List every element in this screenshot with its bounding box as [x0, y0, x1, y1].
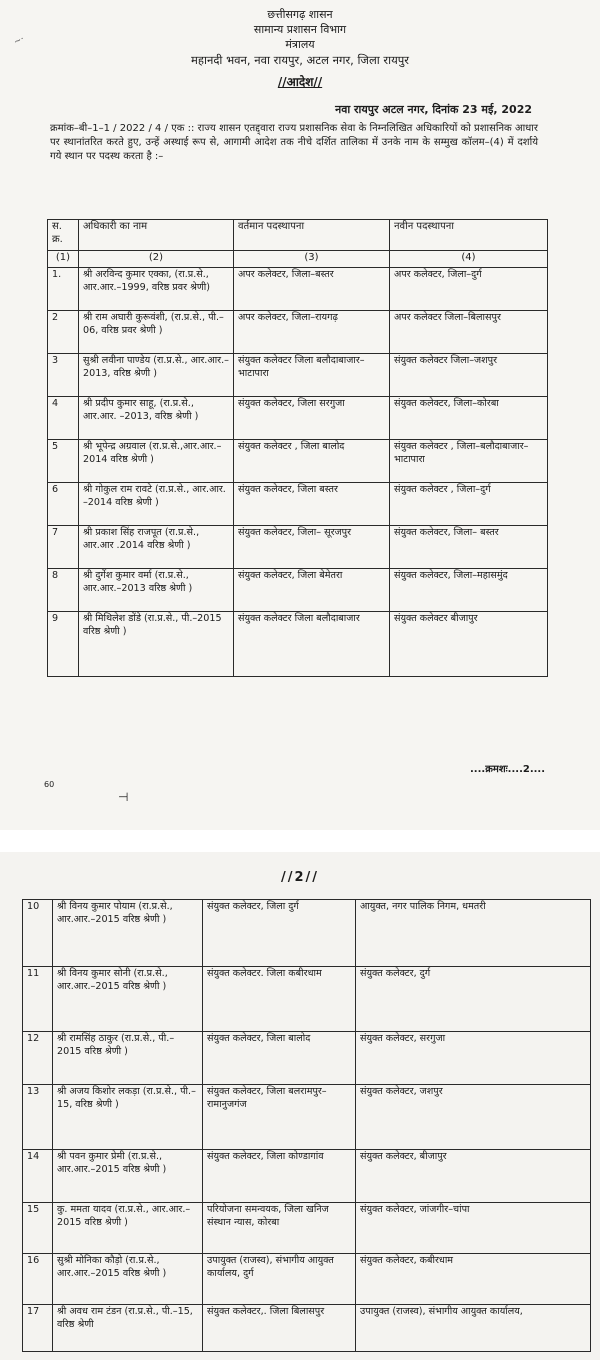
order-title [0, 73, 600, 90]
page-two-header: //2// [280, 870, 320, 885]
row-officer-name: सुश्री मोनिका कौड़ो (रा.प्र.से., आर.आर.–2015 वरिष्ठ श्रेणी ) [53, 1254, 203, 1305]
row-new-posting: अपर कलेक्टर, जिला–दुर्ग [390, 268, 548, 311]
table-row [48, 311, 548, 354]
department-name: सामान्य प्रशासन विभाग [253, 23, 347, 36]
row-officer-name: श्री विनय कुमार सोनी (रा.प्र.से., आर.आर.–2015 वरिष्ठ श्रेणी ) [53, 967, 203, 1032]
row-new-posting: उपायुक्त (राजस्व), संभागीय आयुक्त कार्यालय, [356, 1305, 591, 1352]
ministry-name: मंत्रालय [285, 38, 315, 51]
row-sno: 10 [23, 900, 53, 967]
table-row [23, 1032, 591, 1085]
pen-mark-icon: ⊣ [118, 790, 129, 804]
row-officer-name: श्री मिथिलेश डोंडे (रा.प्र.से., पी.–2015 वरिष्ठ श्रेणी ) [79, 612, 234, 677]
row-sno: 6 [48, 483, 79, 526]
row-sno: 1. [48, 268, 79, 311]
table-row [48, 612, 548, 677]
row-current-posting: अपर कलेक्टर, जिला–रायगढ़ [234, 311, 390, 354]
col-number: (3) [234, 251, 390, 268]
row-current-posting: संयुक्त कलेक्टर, जिला दुर्ग [203, 900, 356, 967]
row-officer-name: श्री प्रकाश सिंह राजपूत (रा.प्र.से., आर.आर .2014 वरिष्ठ श्रेणी ) [79, 526, 234, 569]
row-sno: 4 [48, 397, 79, 440]
row-current-posting: अपर कलेक्टर, जिला–बस्तर [234, 268, 390, 311]
table-row [23, 1305, 591, 1352]
office-address: महानदी भवन, नवा रायपुर, अटल नगर, जिला रायपुर [190, 53, 409, 67]
table-row [48, 440, 548, 483]
continued-marker: ....क्रमशः....2.... [470, 764, 546, 775]
row-new-posting: संयुक्त कलेक्टर , जिला–दुर्ग [390, 483, 548, 526]
table-row [23, 1203, 591, 1254]
row-current-posting: संयुक्त कलेक्टर, जिला बालोद [203, 1032, 356, 1085]
row-officer-name: श्री पवन कुमार प्रेमी (रा.प्र.से., आर.आर.–2015 वरिष्ठ श्रेणी ) [53, 1150, 203, 1203]
transfer-table-page2 [22, 899, 591, 1352]
row-current-posting: संयुक्त कलेक्टर, जिला– सूरजपुर [234, 526, 390, 569]
table-row [23, 900, 591, 967]
table-row [48, 397, 548, 440]
row-officer-name: श्री गोकुल राम रावटे (रा.प्र.से., आर.आर. –2014 वरिष्ठ श्रेणी ) [79, 483, 234, 526]
row-sno: 9 [48, 612, 79, 677]
table-row [48, 526, 548, 569]
row-new-posting: संयुक्त कलेक्टर, जिला– बस्तर [390, 526, 548, 569]
row-officer-name: श्री अरविन्द कुमार एक्का, (रा.प्र.से., आर.आर.–1999, वरिष्ठ प्रवर श्रेणी) [79, 268, 234, 311]
row-officer-name: सुश्री लवीना पाण्डेय (रा.प्र.से., आर.आर.–2013, वरिष्ठ श्रेणी ) [79, 354, 234, 397]
col-header-new: नवीन पदस्थापना [390, 220, 548, 251]
row-officer-name: श्री प्रदीप कुमार साहू, (रा.प्र.से., आर.आर. –2013, वरिष्ठ श्रेणी ) [79, 397, 234, 440]
row-sno: 3 [48, 354, 79, 397]
row-sno: 11 [23, 967, 53, 1032]
row-current-posting: संयुक्त कलेक्टर जिला बलौदाबाजार–भाटापारा [234, 354, 390, 397]
page-number: 60 [44, 780, 55, 789]
row-current-posting: संयुक्त कलेक्टर जिला बलौदाबाजार [234, 612, 390, 677]
row-sno: 8 [48, 569, 79, 612]
col-number: (1) [48, 251, 79, 268]
table-row [23, 1254, 591, 1305]
row-officer-name: श्री अजय किशोर लकड़ा (रा.प्र.से., पी.–15, वरिष्ठ श्रेणी ) [53, 1085, 203, 1150]
row-sno: 7 [48, 526, 79, 569]
col-header-sno: स. क्र. [48, 220, 79, 251]
row-officer-name: श्री दुर्गेश कुमार वर्मा (रा.प्र.से., आर.आर.–2013 वरिष्ठ श्रेणी ) [79, 569, 234, 612]
row-new-posting: आयुक्त, नगर पालिक निगम, धमतरी [356, 900, 591, 967]
row-sno: 13 [23, 1085, 53, 1150]
table-row [23, 967, 591, 1032]
row-current-posting: संयुक्त कलेक्टर, जिला कोण्डागांव [203, 1150, 356, 1203]
column-number-row [48, 251, 548, 268]
row-current-posting: परियोजना समन्वयक, जिला खनिज संस्थान न्यास, कोरबा [203, 1203, 356, 1254]
order-date: नवा रायपुर अटल नगर, दिनांक 23 मई, 2022 [335, 103, 532, 116]
row-current-posting: संयुक्त कलेक्टर,. जिला बिलासपुर [203, 1305, 356, 1352]
row-new-posting: अपर कलेक्टर जिला–बिलासपुर [390, 311, 548, 354]
col-header-current: वर्तमान पदस्थापना [234, 220, 390, 251]
row-officer-name: श्री भूपेन्द्र अग्रवाल (रा.प्र.से.,आर.आर.–2014 वरिष्ठ श्रेणी ) [79, 440, 234, 483]
row-sno: 2 [48, 311, 79, 354]
pen-mark-icon: ~· [12, 34, 27, 48]
row-new-posting: संयुक्त कलेक्टर, बीजापुर [356, 1150, 591, 1203]
page-gap [0, 830, 600, 852]
order-title-text: //आदेश// [277, 75, 323, 89]
table-row [48, 569, 548, 612]
row-new-posting: संयुक्त कलेक्टर, सरगुजा [356, 1032, 591, 1085]
row-new-posting: संयुक्त कलेक्टर जिला–जशपुर [390, 354, 548, 397]
row-new-posting: संयुक्त कलेक्टर, कबीरधाम [356, 1254, 591, 1305]
row-sno: 16 [23, 1254, 53, 1305]
row-sno: 15 [23, 1203, 53, 1254]
row-new-posting: संयुक्त कलेक्टर बीजापुर [390, 612, 548, 677]
col-header-name: अधिकारी का नाम [79, 220, 234, 251]
row-officer-name: श्री रामसिंह ठाकुर (रा.प्र.से., पी.–2015 वरिष्ठ श्रेणी ) [53, 1032, 203, 1085]
col-number: (2) [79, 251, 234, 268]
table-row [23, 1085, 591, 1150]
government-name: छत्तीसगढ़ शासन [267, 8, 333, 21]
row-current-posting: संयुक्त कलेक्टर, जिला बलरामपुर–रामानुजगंज [203, 1085, 356, 1150]
row-current-posting: संयुक्त कलेक्टर , जिला बालोद [234, 440, 390, 483]
row-current-posting: संयुक्त कलेक्टर. जिला कबीरधाम [203, 967, 356, 1032]
row-new-posting: संयुक्त कलेक्टर, जशपुर [356, 1085, 591, 1150]
table-row [48, 268, 548, 311]
row-sno: 5 [48, 440, 79, 483]
row-new-posting: संयुक्त कलेक्टर, जिला–कोरबा [390, 397, 548, 440]
row-officer-name: श्री विनय कुमार पोयाम (रा.प्र.से., आर.आर.–2015 वरिष्ठ श्रेणी ) [53, 900, 203, 967]
row-officer-name: श्री राम अघारी कुरूवंशी, (रा.प्र.से., पी.–06, वरिष्ठ प्रवर श्रेणी ) [79, 311, 234, 354]
col-number: (4) [390, 251, 548, 268]
row-officer-name: श्री अवध राम टंडन (रा.प्र.से., पी.–15, वरिष्ठ श्रेणी [53, 1305, 203, 1352]
row-current-posting: संयुक्त कलेक्टर, जिला बेमेतरा [234, 569, 390, 612]
row-new-posting: संयुक्त कलेक्टर, जांजगीर–चांपा [356, 1203, 591, 1254]
row-new-posting: संयुक्त कलेक्टर, जिला–महासमुंद [390, 569, 548, 612]
table-row [23, 1150, 591, 1203]
row-current-posting: उपायुक्त (राजस्व), संभागीय आयुक्त कार्यालय, दुर्ग [203, 1254, 356, 1305]
order-intro: क्रमांक–बी–1–1 / 2022 / 4 / एक :: राज्य शासन एतद्द्वारा राज्य प्रशासनिक सेवा के निम्नलिखित अधिकारियों को प्रशासनिक आधार पर स्थानांतरित करते हुए, उन्हें अस्थाई रूप से, आगामी आदेश तक नीचे दर्शित तालिका में उनके नाम के सम्मुख कॉलम–(4) में दर्शाये गये स्थान पर पदस्थ करता है :– [50, 123, 538, 162]
row-officer-name: कु. ममता यादव (रा.प्र.से., आर.आर.–2015 वरिष्ठ श्रेणी ) [53, 1203, 203, 1254]
transfer-table-page1 [47, 219, 548, 677]
row-current-posting: संयुक्त कलेक्टर, जिला बस्तर [234, 483, 390, 526]
row-new-posting: संयुक्त कलेक्टर, दुर्ग [356, 967, 591, 1032]
table-row [48, 354, 548, 397]
table-header-row [48, 220, 548, 251]
row-new-posting: संयुक्त कलेक्टर , जिला–बलौदाबाजार–भाटापारा [390, 440, 548, 483]
row-sno: 14 [23, 1150, 53, 1203]
row-sno: 12 [23, 1032, 53, 1085]
table-row [48, 483, 548, 526]
row-sno: 17 [23, 1305, 53, 1352]
row-current-posting: संयुक्त कलेक्टर, जिला सरगुजा [234, 397, 390, 440]
